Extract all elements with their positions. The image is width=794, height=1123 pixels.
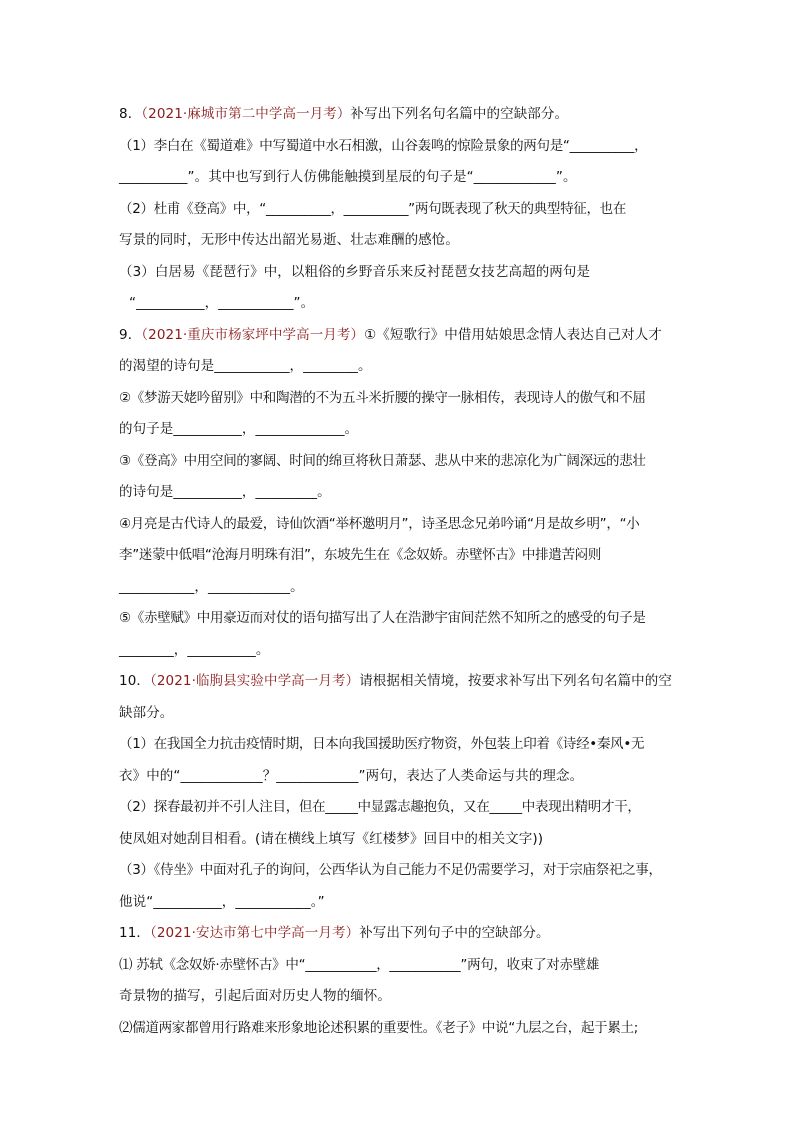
q11-header: [119, 918, 699, 950]
q9-line-10: ⑤《赤壁赋》中用豪迈而对仗的语句描写出了人在浩渺宇宙间茫然不知所之的感受的句子是: [119, 610, 646, 626]
q8-stem: 补写出下列名句名篇中的空缺部分。: [350, 106, 569, 122]
q9-line-7: ④月亮是古代诗人的最爱，诗仙饮酒“举杯邀明月”，诗圣思念兄弟吟诵“月是故乡明”，“小: [119, 515, 640, 532]
q8-line-5: （3）白居易《琵琶行》中，以粗俗的乡野音乐来反衬琵琶女技艺高超的两句是: [119, 263, 591, 280]
q10-source: （2021·临朐县实验中学高一月考）: [149, 673, 360, 689]
q10-header: [119, 666, 699, 698]
q11-line-3: ⑵儒道两家都曾用行路难来形象地论述积累的重要性。《老子》中说“九层之台，起于累土;: [119, 1019, 638, 1036]
q8-number: 8．: [119, 106, 142, 122]
q9-line-1: ①《短歌行》中借用姑娘思念情人表达自己对人才: [364, 326, 662, 343]
q8-line-6: “__________，___________”。: [129, 295, 315, 311]
q9-line-9: ___________，____________。: [119, 578, 304, 595]
q8-line-1: （1）李白在《蜀道难》中写蜀道中水石相激，山谷轰鸣的惊险景象的两句是“__________，: [119, 137, 648, 154]
q8-line-4: 写景的同时，无形中传达出韶光易逝、壮志难酬的感怆。: [119, 232, 459, 248]
q11-source: （2021·安达市第七中学高一月考）: [149, 925, 360, 941]
q8-line-3: （2）杜甫《登高》中，“__________，__________”两句既表现了秋天的典型特征，也在: [119, 200, 627, 217]
q9-line-4: 的句子是__________，_____________。: [119, 421, 359, 437]
q10-line-4: 衣》中的“____________？____________”两句，表达了人类命运与共的理念。: [119, 767, 584, 784]
q9-line-2: 的渴望的诗句是___________，________。: [119, 358, 372, 374]
q9-line-6: 的诗句是__________，_________。: [119, 484, 331, 500]
q10-line-2: 缺部分。: [119, 704, 174, 721]
q8-header: [119, 99, 699, 131]
q10-line-5: （2）探春最初并不引人注目，但在_____中显露志趣抱负，又在_____中表现出精明才干，: [119, 799, 641, 815]
q10-line-6: 使凤姐对她刮目相看。(请在横线上填写《红楼梦》回目中的相关文字)): [119, 830, 544, 847]
q9-line-5: ③《登高》中用空间的寥阔、时间的绵亘将秋日萧瑟、悲从中来的悲凉化为广阔深远的悲壮: [119, 452, 646, 469]
q9-source: （2021·重庆市杨家坪中学高一月考）: [141, 326, 365, 343]
q9-line-8: 李”迷蒙中低唱“沧海月明珠有泪”，东坡先生在《念奴娇。赤壁怀古》中排遣苦闷则: [119, 547, 602, 563]
q11-line-2: 奇景物的描写，引起后面对历史人物的缅怀。: [119, 988, 391, 1004]
q10-line-3: （1）在我国全力抗击疫情时期，日本向我国援助医疗物资，外包装上印着《诗经•秦风•无: [119, 736, 645, 752]
q10-line-1: 请根据相关情境，按要求补写出下列名句名篇中的空: [359, 673, 672, 689]
q11-line-1: ⑴ 苏轼《念奴娇·赤壁怀古》中“___________，___________”两句，收束了对赤壁雄: [119, 956, 600, 973]
q11-stem: 补写出下列句子中的空缺部分。: [359, 925, 550, 941]
q8-line-2: __________”。其中也写到行人仿佛能触摸到星辰的句子是“____________”。: [119, 169, 577, 185]
q9-line-3: ②《梦游天姥吟留别》中和陶潜的不为五斗米折腰的操守一脉相传，表现诗人的傲气和不屈: [119, 389, 646, 406]
q9-line-11: ________，__________。: [119, 641, 270, 658]
q8-source: （2021·麻城市第二中学高一月考）: [141, 106, 351, 122]
q11-number: 11．: [119, 925, 150, 941]
q10-line-8: 他说“__________，___________。”: [119, 893, 325, 910]
q10-line-7: （3）《侍坐》中面对孔子的询问，公西华认为自己能力不足仍需要学习，对于宗庙祭祀之事，: [119, 862, 662, 878]
q9-number: 9．: [119, 326, 142, 343]
q10-number: 10．: [119, 673, 150, 689]
q9-header: [119, 320, 699, 352]
